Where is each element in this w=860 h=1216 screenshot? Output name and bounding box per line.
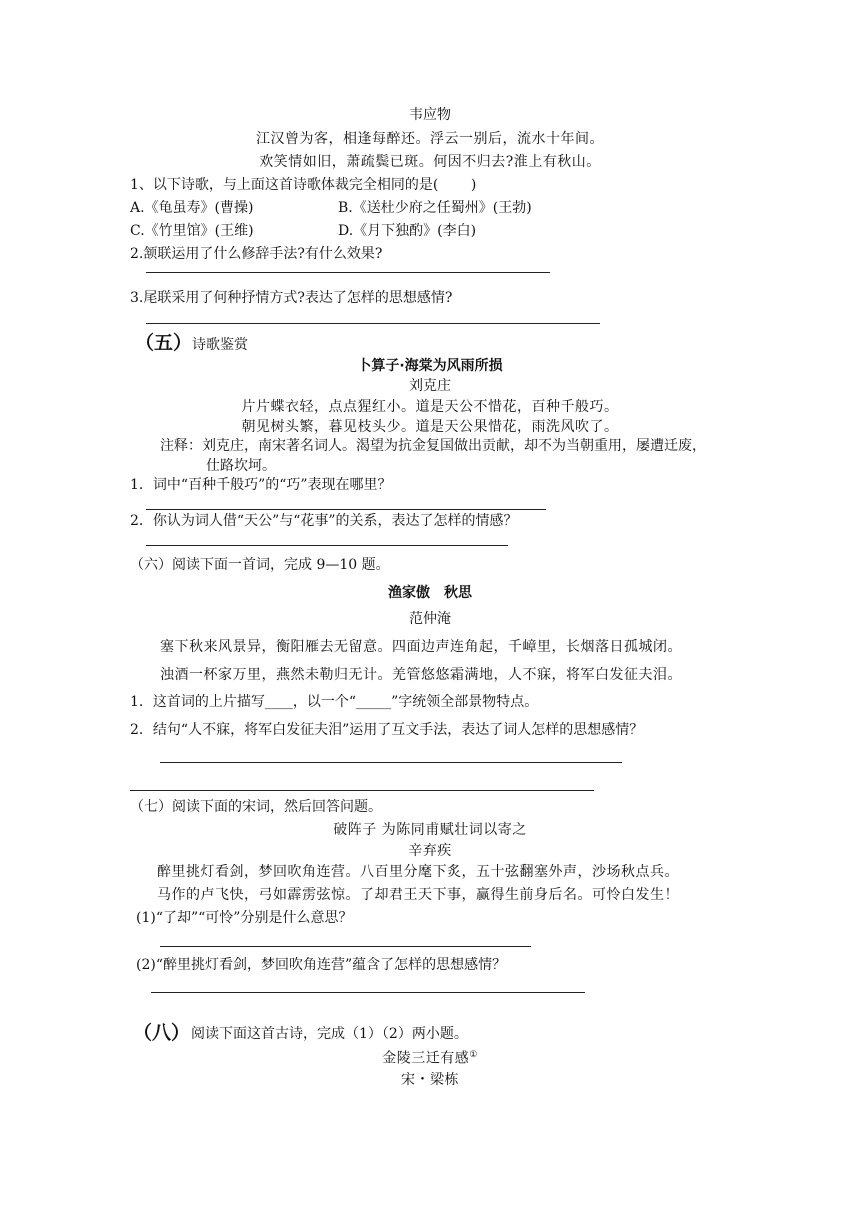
question-text: 1．词中“百种千般巧”的“巧”表现在哪里？ — [130, 477, 392, 493]
poem-line: 浊酒一杯家万里，燕然未勒归无计。羌管悠悠霜满地，人不寐，将军白发征夫泪。 — [160, 667, 682, 683]
poem-author: 辛弃疾 — [408, 843, 452, 859]
poem-title: 渔家傲 秋思 — [388, 585, 472, 601]
poem-title: 卜算子·海棠为风雨所损 — [357, 358, 503, 374]
section-label: 诗歌鉴赏 — [192, 337, 248, 353]
question-text: 2．你认为词人借“天公”与“花事”的关系，表达了怎样的情感？ — [130, 513, 518, 529]
section-number: （五） — [135, 332, 193, 354]
poem-line: 片片蝶衣轻，点点猩红小。道是天公不惜花，百种千般巧。 — [241, 399, 619, 415]
question-text: 1．这首词的上片描写____，以一个“_____”字统领全部景物特点。 — [130, 694, 539, 710]
section-intro: （七）阅读下面的宋词，然后回答问题。 — [130, 799, 382, 815]
option-d: D.《月下独酌》(李白) — [338, 223, 477, 239]
answer-line — [151, 992, 585, 993]
poem-line: 塞下秋来风景异，衡阳雁去无留意。四面边声连角起，千嶂里，长烟落日孤城闭。 — [160, 639, 682, 655]
question-text: (2)“醉里挑灯看剑，梦回吹角连营”蕴含了怎样的思想感情？ — [136, 957, 507, 973]
poem-author: 范仲淹 — [409, 611, 451, 627]
question-text: 3.尾联采用了何种抒情方式?表达了怎样的思想感情? — [130, 290, 453, 306]
poem-title-text: 金陵三迁有感 — [382, 1050, 470, 1067]
section-intro: 阅读下面这首古诗，完成（1）（2）两小题。 — [191, 1026, 468, 1042]
question-text: 2.颔联运用了什么修辞手法?有什么效果? — [130, 246, 383, 262]
answer-line — [130, 790, 594, 791]
option-b: B.《送杜少府之任蜀州》(王勃) — [338, 200, 532, 216]
poem-line: 江汉曾为客，相逢每醉还。浮云一别后，流水十年间。 — [256, 131, 604, 147]
answer-line — [146, 509, 546, 510]
poem-author: 宋・梁栋 — [401, 1072, 459, 1088]
poem-author: 韦应物 — [409, 107, 451, 123]
poem-line: 醉里挑灯看剑，梦回吹角连营。八百里分麾下炙，五十弦翻塞外声，沙场秋点兵。 — [157, 864, 679, 880]
answer-line — [160, 946, 531, 947]
footnote-marker: ① — [469, 1050, 478, 1060]
answer-line — [160, 762, 622, 763]
poem-line: 马作的卢飞快，弓如霹雳弦惊。了却君王天下事，赢得生前身后名。可怜白发生！ — [157, 887, 679, 903]
section-intro: （六）阅读下面一首词，完成 9—10 题。 — [130, 557, 390, 573]
annotation: 仕路坎坷。 — [206, 458, 276, 474]
question-text: 1、以下诗歌，与上面这首诗歌体裁完全相同的是( ) — [130, 177, 477, 193]
answer-line — [146, 545, 508, 546]
annotation: 注释：刘克庄，南宋著名词人。渴望为抗金复国做出贡献，却不为当朝重用，屡遭迁废， — [160, 438, 706, 454]
poem-line: 朝见树头繁，暮见枝头少。道是天公果惜花，雨洗风吹了。 — [241, 419, 619, 435]
option-c: C.《竹里馆》(王维) — [130, 223, 254, 239]
question-text: (1)“了却”“可怜”分别是什么意思？ — [136, 910, 353, 926]
answer-line — [146, 272, 550, 273]
poem-title — [0, 1046, 860, 1068]
section-number: （八） — [133, 1022, 191, 1044]
poem-line: 欢笑情如旧，萧疏鬓已斑。何因不归去?淮上有秋山。 — [259, 154, 601, 170]
poem-author: 刘克庄 — [409, 378, 451, 394]
answer-line — [146, 323, 600, 324]
option-a: A.《龟虽寿》(曹操) — [130, 200, 254, 216]
poem-title: 破阵子 为陈同甫赋壮词以寄之 — [333, 822, 527, 838]
question-text: 2．结句“人不寐，将军白发征夫泪”运用了互文手法，表达了词人怎样的思想感情？ — [130, 722, 644, 738]
